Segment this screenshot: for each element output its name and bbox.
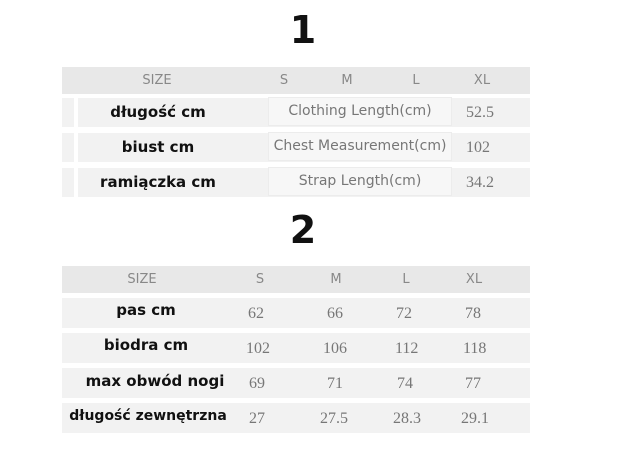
row-value: 34.2 (466, 174, 494, 191)
row-label: max obwód nogi (85, 372, 225, 390)
value-m: 66 (327, 305, 343, 322)
header-size: SIZE (142, 73, 172, 88)
header-l: L (402, 272, 410, 287)
value-xl: 77 (465, 375, 481, 392)
header-xl: XL (473, 73, 491, 88)
row-label: ramiączka cm (100, 173, 216, 191)
row-label: długość cm (110, 103, 206, 121)
header-l: L (412, 73, 420, 88)
header-s: S (279, 73, 289, 88)
row-value: 52.5 (466, 104, 494, 121)
value-m: 71 (327, 375, 343, 392)
value-l: 74 (397, 375, 413, 392)
section-1-header (62, 67, 530, 94)
value-l: 28.3 (393, 410, 421, 427)
header-s: S (255, 272, 265, 287)
header-xl: XL (465, 272, 483, 287)
section-1-number: 1 (289, 8, 317, 52)
value-s: 27 (249, 410, 265, 427)
header-m: M (330, 272, 342, 287)
header-size: SIZE (127, 272, 157, 287)
row-description: Strap Length(cm) (268, 167, 452, 196)
value-xl: 78 (465, 305, 481, 322)
value-l: 112 (395, 340, 419, 357)
value-l: 72 (396, 305, 412, 322)
section-2-header (62, 266, 530, 293)
row-description: Clothing Length(cm) (268, 97, 452, 126)
row-label: długość zewnętrzna (69, 408, 227, 424)
value-s: 62 (248, 305, 264, 322)
header-m: M (341, 73, 353, 88)
row-label: pas cm (116, 301, 176, 319)
value-xl: 118 (463, 340, 487, 357)
value-m: 106 (323, 340, 347, 357)
row-value: 102 (466, 139, 490, 156)
value-s: 102 (246, 340, 270, 357)
row-label: biodra cm (103, 336, 189, 354)
value-xl: 29.1 (461, 410, 489, 427)
value-s: 69 (249, 375, 265, 392)
row-label: biust cm (121, 138, 195, 156)
value-m: 27.5 (320, 410, 348, 427)
row-description: Chest Measurement(cm) (268, 132, 452, 161)
section-2-number: 2 (289, 208, 317, 252)
